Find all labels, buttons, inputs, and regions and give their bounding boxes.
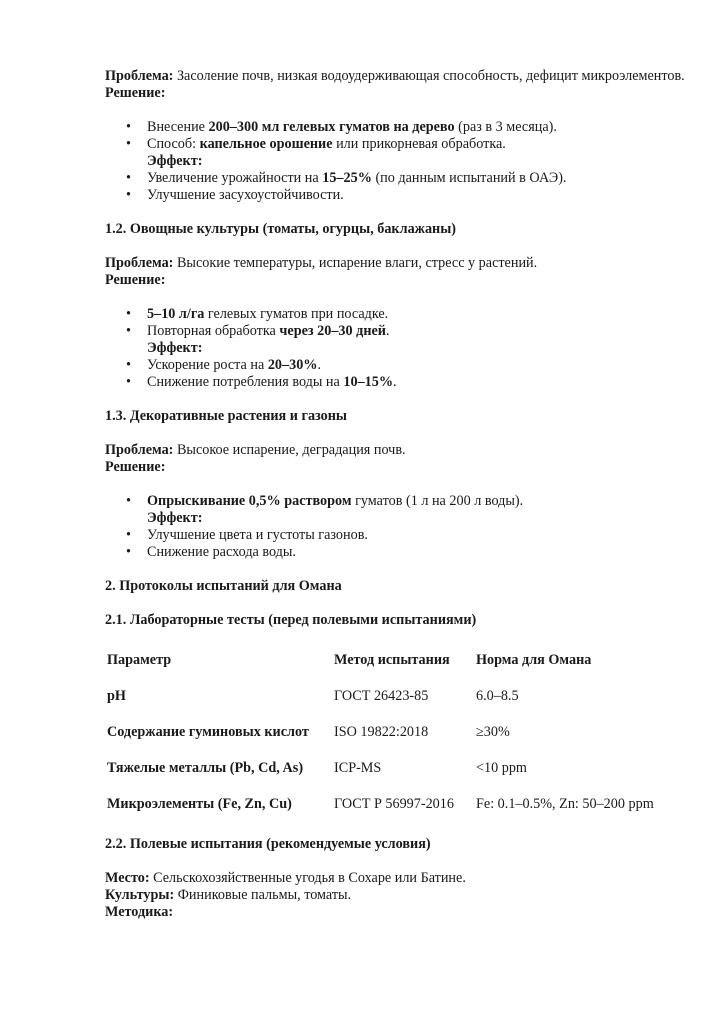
list-item: • Снижение потребления воды на 10–15%. bbox=[105, 374, 685, 391]
table-header-row bbox=[107, 642, 676, 678]
solution-list bbox=[105, 493, 685, 561]
table-cell: pH bbox=[107, 687, 126, 704]
solution-label: Решение: bbox=[105, 272, 166, 288]
solution-label: Решение: bbox=[105, 85, 166, 101]
table-row bbox=[107, 750, 676, 786]
section-heading: 1.2. Овощные культуры (томаты, огурцы, баклажаны) bbox=[105, 221, 457, 237]
solution-label: Решение: bbox=[105, 459, 166, 475]
table-cell: Тяжелые металлы (Pb, Cd, As) bbox=[107, 759, 304, 776]
section-heading: 2.1. Лабораторные тесты (перед полевыми испытаниями) bbox=[105, 612, 477, 628]
problem-paragraph bbox=[105, 68, 685, 85]
effect-label: Эффект: bbox=[147, 153, 203, 169]
effect-label: Эффект: bbox=[147, 510, 203, 526]
list-item: • Увеличение урожайности на 15–25% (по данным испытаний в ОАЭ). bbox=[105, 170, 685, 187]
table-row bbox=[107, 678, 676, 714]
list-item: • Повторная обработка через 20–30 дней. bbox=[105, 323, 685, 340]
table-cell: 6.0–8.5 bbox=[476, 687, 519, 704]
table-row bbox=[107, 714, 676, 750]
table-row bbox=[107, 786, 676, 822]
list-item: • Улучшение цвета и густоты газонов. bbox=[105, 527, 685, 544]
table-header: Норма для Омана bbox=[476, 651, 592, 668]
table-cell: <10 ppm bbox=[476, 759, 527, 776]
document-page bbox=[105, 68, 685, 921]
table-cell: Содержание гуминовых кислот bbox=[107, 723, 309, 740]
table-header: Параметр bbox=[107, 651, 172, 668]
solution-list bbox=[105, 119, 685, 204]
section-heading: 2. Протоколы испытаний для Омана bbox=[105, 578, 342, 594]
table-header: Метод испытания bbox=[334, 651, 450, 668]
list-item: • Улучшение засухоустойчивости. bbox=[105, 187, 685, 204]
place-paragraph: Место: Сельскохозяйственные угодья в Сохаре или Батине. bbox=[105, 870, 466, 886]
table-cell: ГОСТ Р 56997-2016 bbox=[334, 795, 454, 812]
effect-label: Эффект: bbox=[147, 340, 203, 356]
table-cell: ГОСТ 26423-85 bbox=[334, 687, 429, 704]
list-item: • Снижение расхода воды. bbox=[105, 544, 685, 561]
problem-paragraph: Проблема: Высокое испарение, деградация почв. bbox=[105, 442, 406, 458]
section-heading: 1.3. Декоративные растения и газоны bbox=[105, 408, 347, 424]
lab-tests-table bbox=[107, 642, 676, 822]
table-cell: ISO 19822:2018 bbox=[334, 723, 429, 740]
crops-paragraph: Культуры: Финиковые пальмы, томаты. bbox=[105, 887, 352, 903]
problem-label: Проблема: bbox=[105, 68, 174, 84]
table-cell: ≥30% bbox=[476, 723, 510, 740]
solution-list bbox=[105, 306, 685, 391]
list-item: • Опрыскивание 0,5% раствором гуматов (1 л на 200 л воды). bbox=[105, 493, 685, 510]
list-item: • 5–10 л/га гелевых гуматов при посадке. bbox=[105, 306, 685, 323]
list-item: • Способ: капельное орошение или прикорневая обработка. bbox=[105, 136, 685, 153]
problem-paragraph: Проблема: Высокие температуры, испарение влаги, стресс у растений. bbox=[105, 255, 538, 271]
table-cell: Микроэлементы (Fe, Zn, Cu) bbox=[107, 795, 292, 812]
section-heading: 2.2. Полевые испытания (рекомендуемые условия) bbox=[105, 836, 431, 852]
method-label: Методика: bbox=[105, 904, 174, 920]
list-item: • Ускорение роста на 20–30%. bbox=[105, 357, 685, 374]
list-item: • Внесение 200–300 мл гелевых гуматов на дерево (раз в 3 месяца). bbox=[105, 119, 685, 136]
problem-text: Засоление почв, низкая водоудерживающая способность, дефицит микроэлементов. bbox=[173, 68, 685, 84]
table-cell: Fe: 0.1–0.5%, Zn: 50–200 ppm bbox=[476, 795, 654, 812]
table-cell: ICP-MS bbox=[334, 759, 382, 776]
